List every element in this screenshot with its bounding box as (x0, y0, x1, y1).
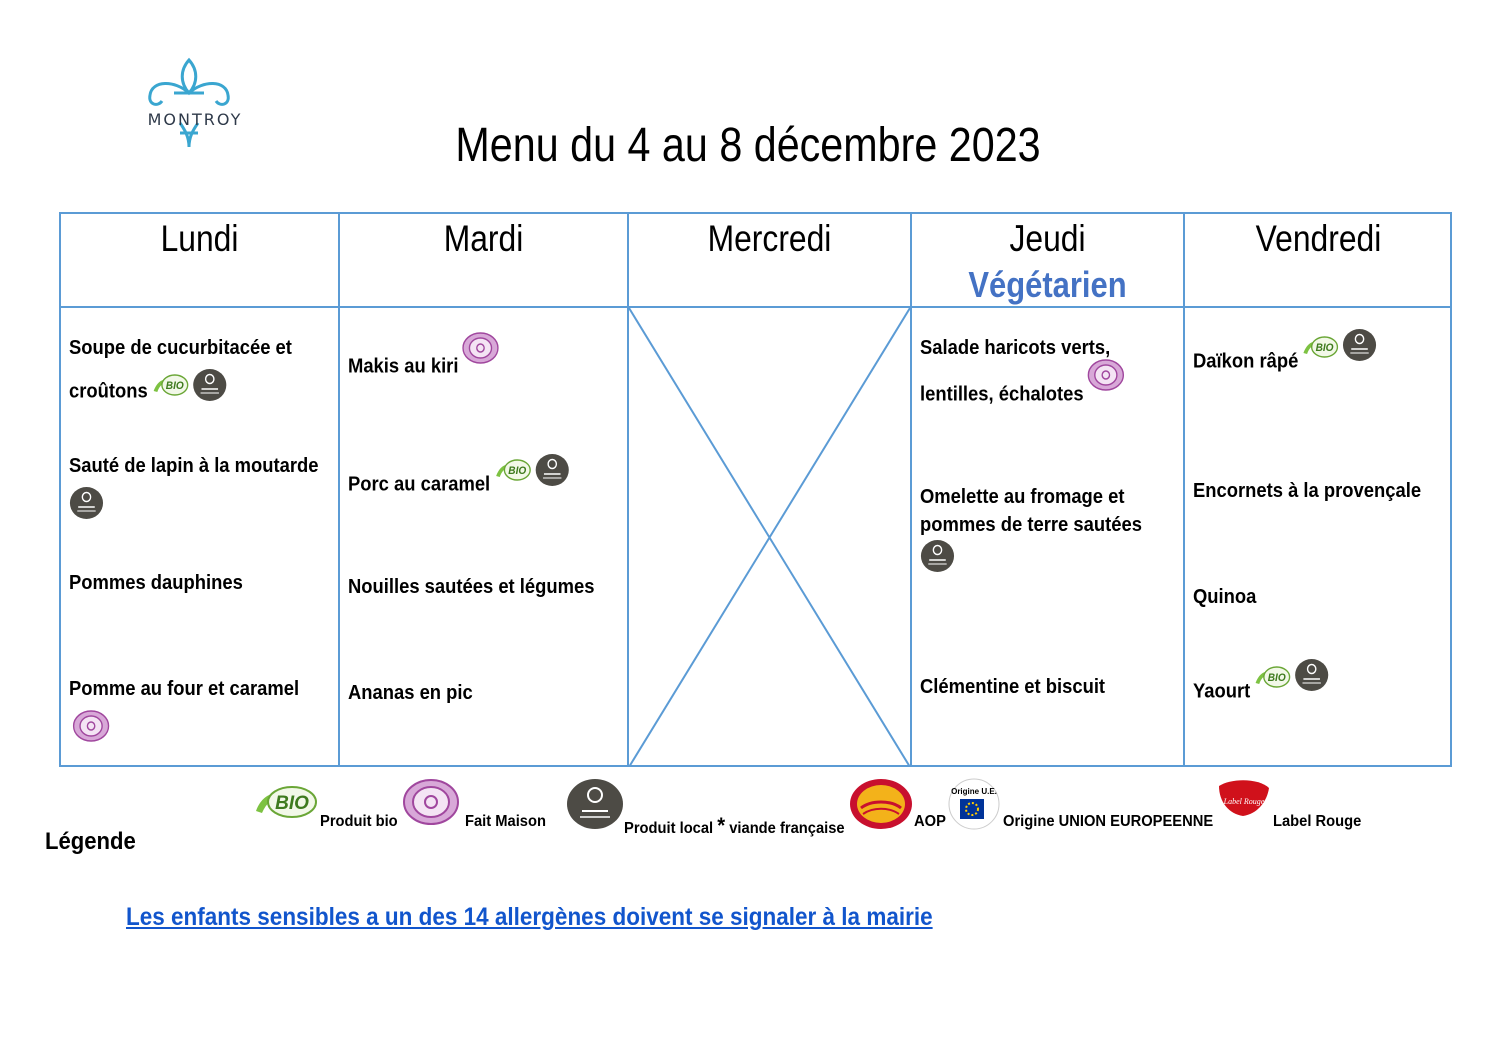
lundi-plat-label: Sauté de lapin à la moutarde (69, 455, 319, 477)
svg-text:BIO: BIO (1316, 341, 1334, 355)
jeudi-entree (920, 327, 1124, 420)
column-divider (338, 214, 340, 765)
produits-locaux-icon (920, 539, 955, 581)
jeudi-entree-line1: Salade haricots verts, (920, 337, 1111, 359)
column-divider (910, 214, 912, 765)
fait-maison-icon (462, 331, 499, 379)
legend-viande-text: viande française (729, 820, 845, 837)
logo-text: MONTROY (147, 110, 243, 129)
fait-maison-icon (73, 709, 110, 757)
produits-locaux-icon (192, 368, 227, 416)
legend-local-text: Produit local (624, 820, 714, 837)
produits-locaux-icon (69, 486, 104, 534)
page-title: Menu du 4 au 8 décembre 2023 (455, 119, 1041, 172)
svg-text:BIO: BIO (165, 379, 184, 393)
legend-asterisk: * (717, 813, 726, 838)
bio-icon (494, 457, 531, 497)
svg-text:BIO: BIO (507, 464, 526, 478)
fait-maison-icon (1087, 358, 1124, 408)
mardi-plat (348, 461, 569, 509)
jeudi-plat (920, 483, 1142, 581)
vendredi-accompagnement: Quinoa (1193, 586, 1257, 608)
bio-icon (1254, 664, 1291, 704)
legend-bio-icon (252, 781, 318, 828)
legend-bio-label: Produit bio (320, 813, 398, 830)
legend-aop-icon (849, 778, 913, 835)
mardi-dessert: Ananas en pic (348, 682, 473, 704)
jeudi-entree-line2: lentilles, échalotes (920, 383, 1084, 406)
lundi-plat (69, 446, 318, 534)
no-service-cross (629, 308, 910, 767)
lundi-accompagnement: Pommes dauphines (69, 572, 243, 594)
lundi-dessert (69, 669, 299, 757)
svg-text:Label Rouge: Label Rouge (1223, 797, 1265, 806)
svg-text:BIO: BIO (1267, 671, 1286, 685)
legend-aop-label: AOP (914, 813, 946, 830)
vendredi-dessert (1193, 668, 1329, 716)
svg-text:Origine U.E.: Origine U.E. (951, 787, 997, 796)
legend-local-label (624, 813, 845, 839)
legend-title: Légende (45, 828, 136, 855)
day-header-mercredi: Mercredi (707, 218, 832, 259)
vendredi-entree (1193, 338, 1377, 386)
lundi-dessert-label: Pomme au four et caramel (69, 678, 300, 700)
allergy-notice-link[interactable]: Les enfants sensibles a un des 14 allergènes doivent se signaler à la mairie (126, 903, 933, 931)
day-header-jeudi: Jeudi (1009, 218, 1086, 259)
mardi-entree-label: Makis au kiri (348, 355, 459, 378)
legend-label-rouge-label: Label Rouge (1273, 813, 1362, 830)
lundi-entree (69, 328, 292, 416)
vendredi-entree-label: Daïkon râpé (1193, 350, 1299, 373)
day-header-mardi: Mardi (443, 218, 524, 259)
mardi-accompagnement: Nouilles sautées et légumes (348, 576, 595, 598)
jeudi-plat-line2: pommes de terre sautées (920, 514, 1142, 536)
day-header-lundi: Lundi (160, 218, 239, 259)
lundi-entree-line1: Soupe de cucurbitacée et (69, 337, 292, 359)
legend-ue-label: Origine UNION EUROPEENNE (1003, 813, 1214, 830)
lundi-entree-label: croûtons (69, 380, 148, 403)
day-header-vendredi: Vendredi (1255, 218, 1382, 259)
legend-produits-locaux-icon (566, 778, 624, 835)
bio-icon (151, 372, 188, 412)
vendredi-dessert-label: Yaourt (1193, 680, 1251, 703)
legend-origine-ue-icon (946, 778, 1002, 835)
produits-locaux-icon (1342, 328, 1377, 376)
svg-text:BIO: BIO (275, 793, 309, 814)
produits-locaux-icon (534, 453, 569, 501)
vegetarian-label: Végétarien (968, 264, 1127, 305)
legend-fait-maison-icon (403, 778, 459, 831)
mardi-entree (348, 343, 499, 391)
bio-icon (1302, 334, 1339, 374)
jeudi-dessert: Clémentine et biscuit (920, 676, 1106, 698)
legend-fait-maison-label: Fait Maison (465, 813, 546, 830)
vendredi-plat: Encornets à la provençale (1193, 480, 1422, 502)
jeudi-plat-line1: Omelette au fromage et (920, 486, 1125, 508)
column-divider (1183, 214, 1185, 765)
produits-locaux-icon (1294, 658, 1329, 706)
lundi-entree-line2 (69, 368, 292, 416)
legend-label-rouge-icon (1215, 780, 1271, 823)
mardi-plat-label: Porc au caramel (348, 473, 491, 496)
